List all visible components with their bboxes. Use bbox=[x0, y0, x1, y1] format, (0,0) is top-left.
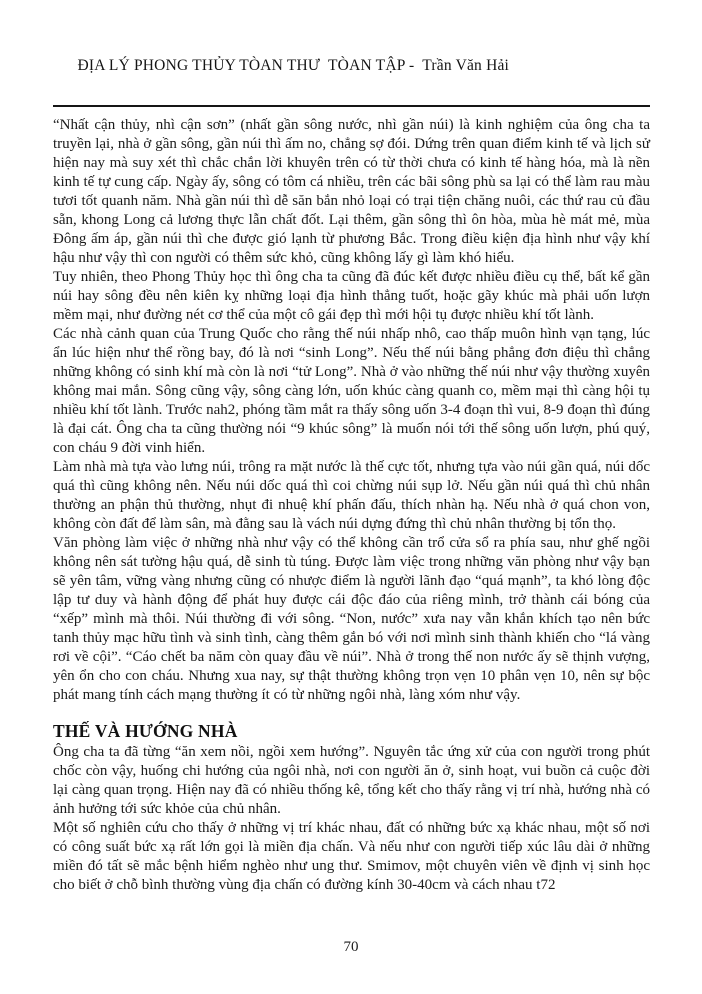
running-header bbox=[53, 36, 650, 96]
header-rule bbox=[53, 105, 650, 107]
running-header-title: ĐỊA LÝ PHONG THỦY TÒAN THƯ TÒAN TẬP - Trần Văn Hải bbox=[77, 57, 510, 74]
paragraph: Một số nghiên cứu cho thấy ở những vị trí khác nhau, đất có những bức xạ khác nhau, một số nơi có công suất bức xạ rất lớn gọi là miền địa chấn. Và nếu như con người tiếp xúc lâu dài ở những miền đó tất sẽ mắc bệnh hiểm nghèo như ung thư. Smimov, một chuyên viên về định vị sinh học cho biết ở chỗ bình thường vùng địa chấn có đường kính 30-40cm và cách nhau t72 bbox=[53, 820, 650, 893]
page-body bbox=[53, 116, 650, 895]
paragraph: Văn phòng làm việc ở những nhà như vậy có thể không cần trổ cửa sổ ra phía sau, như ghế ngồi không nên sát tường hậu quá, dễ sinh tù túng. Được làm việc trong những văn phòng như vậy bạn sẽ yên tâm, vững vàng nhưng cũng có nhược điểm là người lãnh đạo “quá mạnh”, ta khó lòng độc lập tư duy và hành động để phát huy được cái độc đáo của riêng mình, trở thành cái bóng của “xếp” mình mà thôi. Núi thường đi với sông. “Non, nước” xưa nay vẫn khắn khích tạo nên bức tanh thủy mạc hữu tình và sinh tình, càng thêm gắn bó với nơi mình sinh thành khiến cho “lá vàng rơi về cội”. “Cáo chết ba năm còn quay đầu về núi”. Nhà ở trong thế non nước ấy sẽ thịnh vượng, yên ổn cho con cháu. Nhưng xua nay, sự thật thường không trọn vẹn 10 phân vẹn 10, nên sự bộc phát mang tính cách mạng thường ít có từ những ngôi nhà, làng xóm như vậy. bbox=[53, 535, 650, 703]
section-heading: THẾ VÀ HƯỚNG NHÀ bbox=[53, 721, 238, 741]
paragraph: Tuy nhiên, theo Phong Thủy học thì ông cha ta cũng đã đúc kết được nhiều điều cụ thể, bất kể gần núi hay sông đều nên kiên kỵ những loại địa hình thẳng tuốt, hoặc gãy khúc mà phải uốn lượn mềm mại, như đường nét cơ thể của một cô gái đẹp thì mới hội tụ được nhiều khí tốt lành. bbox=[53, 269, 650, 323]
paragraph: “Nhất cận thủy, nhì cận sơn” (nhất gần sông nước, nhì gần núi) là kinh nghiệm của ông cha ta truyền lại, nhà ở gần sông, gần núi thì ấm no, chẳng sợ đói. Dứng trên quan điểm kinh tế và lịch sử hiện nay mà suy xét thì chắc chắn lời khuyên trên có từ thời chưa có kinh tế hàng hóa, mà là nền kinh tế tự cung cấp. Ngày ấy, sông có tôm cá nhiều, trên các bãi sông phù sa lại có thể làm rau màu tươi tốt quanh năm. Nhà gần núi thì dễ săn bắn nhỏ loại có trại tiện chăng nuôi, các thứ rau củ đầu sẵn, khong Long cả lương thực lẫn chất đốt. Lại thêm, gần sông thì ôn hòa, mùa hè mát mẻ, mùa Đông ấm áp, gần núi thì che được gió lạnh từ phương Bắc. Trong điều kiện địa hình như vậy khí hậu như vậy thì con người có thêm sức khỏ, cũng không lấy gì làm khó hiểu. bbox=[53, 117, 650, 266]
paragraph: Ông cha ta đã từng “ăn xem nồi, ngồi xem hướng”. Nguyên tắc ứng xử của con người trong phút chốc còn vậy, huống chi hướng của ngôi nhà, nơi con người ăn ở, sinh hoạt, vui buồn cả cuộc đời lại càng quan trọng. Hiện nay đã có nhiều thống kê, tổng kết cho thấy rằng vị trí nhà, hướng nhà có ảnh hưởng tới sức khỏe của chủ nhân. bbox=[53, 744, 650, 817]
page-number: 70 bbox=[343, 939, 359, 955]
paragraph: Làm nhà mà tựa vào lưng núi, trông ra mặt nước là thế cực tốt, nhưng tựa vào núi gần quá, núi dốc quá thì cũng không nên. Nếu núi dốc quá thì coi chừng núi sụp lở. Nếu gần núi quá thì chủ nhân thường an phận thủ thường, nhụt đi nhuệ khí phấn đấu, thích nhàn hạ. Nếu nhà ở quá chon von, không còn đất để làm sân, mà đằng sau là vách núi dựng đứng thì chủ nhân thường bị tổn thọ. bbox=[53, 459, 650, 532]
paragraph: Các nhà cảnh quan của Trung Quốc cho rằng thế núi nhấp nhô, cao thấp muôn hình vạn tạng, lúc ẩn lúc hiện như thể rồng bay, đó là nơi “sinh Long”. Nếu thế núi bằng phẳng đơn điệu thì chẳng những không có sinh khí mà còn là nơi “tử Long”. Nhà ở vào những thế núi như vậy thường xuyên không mai mắn. Sông cũng vậy, sông càng lớn, uốn khúc càng quanh co, mềm mại thì càng hội tụ nhiều khí tốt lành. Trước nah2, phóng tầm mắt ra thấy sông uốn 3-4 đoạn thì vui, 8-9 đoạn thì đúng là đại cát. Ông cha ta cũng thường nói “9 khúc sông” là muốn nói tới thế sông uốn lượn, phú quý, con cháu 9 đời vinh hiển. bbox=[53, 326, 650, 456]
